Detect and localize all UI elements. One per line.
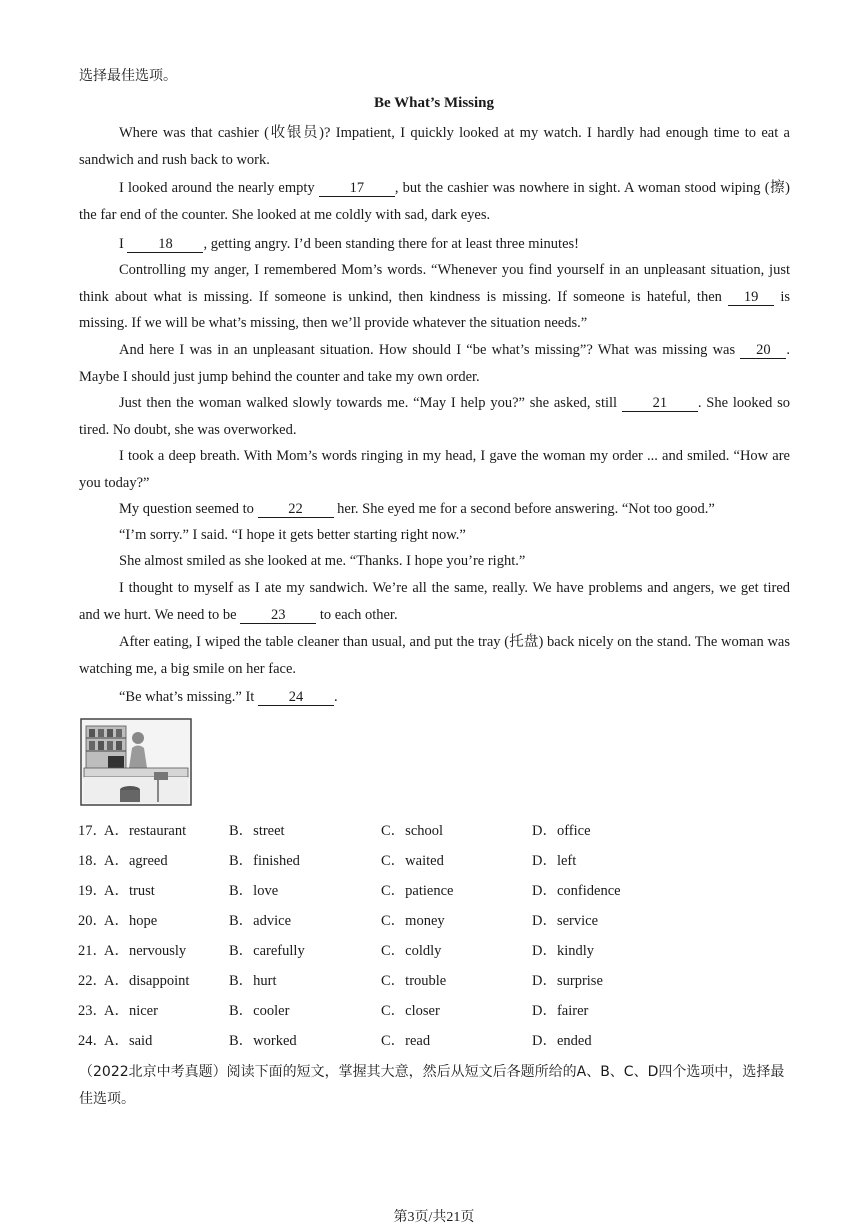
paragraph-12 — [79, 629, 790, 682]
option-b: B．advice — [229, 913, 292, 929]
cashier-counter-illustration — [80, 718, 192, 806]
option-c: C．patience — [381, 883, 454, 899]
option-b: B．finished — [229, 853, 300, 869]
paragraph-text: . Maybe I should just jump behind the counter and take my own order. — [79, 342, 790, 385]
question-number: 20． — [78, 913, 107, 929]
option-a: A．nervously — [104, 943, 187, 959]
paragraph-text: . — [333, 689, 338, 705]
blank-19: 19 — [728, 289, 774, 306]
blank-21: 21 — [622, 395, 698, 412]
option-a: A．said — [104, 1033, 153, 1049]
option-b: B．hurt — [229, 973, 277, 989]
option-a: A．agreed — [104, 853, 168, 869]
blank-22: 22 — [258, 501, 334, 518]
blank-20: 20 — [740, 342, 786, 359]
option-d: D．office — [532, 823, 591, 839]
paragraph-11 — [79, 575, 790, 628]
paragraph-8 — [79, 496, 790, 523]
option-b: B．love — [229, 883, 279, 899]
paragraph-text: I took a deep breath. With Mom’s words ringing in my head, I gave the woman my order ... and smiled. “How are you today?” — [79, 448, 790, 491]
option-b: B．worked — [229, 1033, 297, 1049]
passage-title: Be What’s Missing — [373, 95, 494, 111]
paragraph-text: She almost smiled as she looked at me. “Thanks. I hope you’re right.” — [119, 553, 526, 569]
paragraph-text: And here I was in an unpleasant situation. How should I “be what’s missing”? What was missing was — [119, 342, 741, 358]
paragraph-text: , but the cashier was nowhere in sight. A woman stood wiping (擦) the far end of the counter. She looked at me coldly with sad, dark eyes. — [79, 180, 790, 223]
paragraph-text: Controlling my anger, I remembered Mom’s words. “Whenever you find yourself in an unpleasant situation, just think about what is missing. If someone is unkind, then kindness is missing. If someone is hateful, then — [79, 262, 790, 305]
option-a: A．nicer — [104, 1003, 158, 1019]
paragraph-text: her. She eyed me for a second before answering. “Not too good.” — [333, 501, 715, 517]
question-number: 18． — [78, 853, 107, 869]
intro-tail: 选择最佳选项。 — [79, 68, 177, 84]
paragraph-1 — [79, 120, 790, 173]
option-a: A．trust — [104, 883, 155, 899]
next-section-instructions: （2022北京中考真题）阅读下面的短文，掌握其大意，然后从短文后各题所给的A、B、C、D四个选项中，选择最佳选项。 — [79, 1064, 785, 1107]
option-d: D．kindly — [532, 943, 595, 959]
option-c: C．coldly — [381, 943, 442, 959]
option-a: A．hope — [104, 913, 158, 929]
paragraph-text: I thought to myself as I ate my sandwich. We’re all the same, really. We have problems and angers, we get tired and we hurt. We need to be — [79, 580, 790, 623]
question-number: 24． — [78, 1033, 107, 1049]
blank-18: 18 — [127, 236, 203, 253]
option-a: A．restaurant — [104, 823, 187, 839]
option-c: C．closer — [381, 1003, 440, 1019]
paragraph-13 — [79, 684, 790, 711]
option-b: B．cooler — [229, 1003, 290, 1019]
paragraph-5 — [79, 337, 790, 390]
paragraph-3 — [79, 231, 790, 258]
paragraph-text: Just then the woman walked slowly towards me. “May I help you?” she asked, still — [119, 395, 622, 411]
paragraph-6 — [79, 390, 790, 443]
paragraph-9 — [79, 522, 790, 549]
paragraph-text: I — [119, 236, 128, 252]
paragraph-text: to each other. — [316, 606, 398, 623]
paragraph-text: Where was that cashier (收银员)? Impatient, I quickly looked at my watch. I hardly had enough time to eat a sandwich and rush back to work. — [79, 125, 790, 168]
option-c: C．trouble — [381, 973, 447, 989]
blank-23: 23 — [240, 607, 316, 624]
question-number: 19． — [78, 883, 107, 899]
option-a: A．disappoint — [104, 973, 190, 989]
option-b: B．street — [229, 823, 285, 839]
paragraph-text: My question seemed to — [119, 501, 258, 517]
question-number: 22． — [78, 973, 107, 989]
paragraph-text: “Be what’s missing.” It — [119, 689, 258, 705]
paragraph-text: “I’m sorry.” I said. “I hope it gets better starting right now.” — [119, 527, 466, 543]
option-b: B．carefully — [229, 943, 305, 959]
blank-17: 17 — [319, 180, 395, 197]
option-d: D．surprise — [532, 973, 603, 989]
paragraph-2 — [79, 175, 790, 228]
question-number: 21． — [78, 943, 107, 959]
option-d: D．left — [532, 853, 577, 869]
option-d: D．fairer — [532, 1003, 589, 1019]
option-c: C．waited — [381, 853, 444, 869]
paragraph-10 — [79, 548, 790, 575]
option-d: D．service — [532, 913, 599, 929]
option-d: D．ended — [532, 1033, 592, 1049]
option-c: C．money — [381, 913, 445, 929]
paragraph-text: , getting angry. I’d been standing there for at least three minutes! — [203, 236, 579, 252]
paragraph-4 — [79, 257, 790, 337]
paragraph-text: After eating, I wiped the table cleaner than usual, and put the tray (托盘) back nicely on the stand. The woman was watching me, a big smile on her face. — [79, 634, 790, 677]
page-footer: 第3页/共21页 — [393, 1210, 475, 1225]
paragraph-text: I looked around the nearly empty — [119, 180, 319, 196]
option-c: C．read — [381, 1033, 431, 1049]
option-d: D．confidence — [532, 883, 621, 899]
paragraph-text: . She looked so tired. No doubt, she was overworked. — [79, 395, 791, 438]
blank-24: 24 — [258, 689, 334, 706]
paragraph-text: is missing. If we will be what’s missing, then we’ll provide whatever the situation needs.” — [79, 288, 790, 331]
question-number: 17． — [78, 823, 107, 839]
paragraph-7 — [79, 443, 790, 496]
question-number: 23． — [78, 1003, 107, 1019]
option-c: C．school — [381, 823, 444, 839]
